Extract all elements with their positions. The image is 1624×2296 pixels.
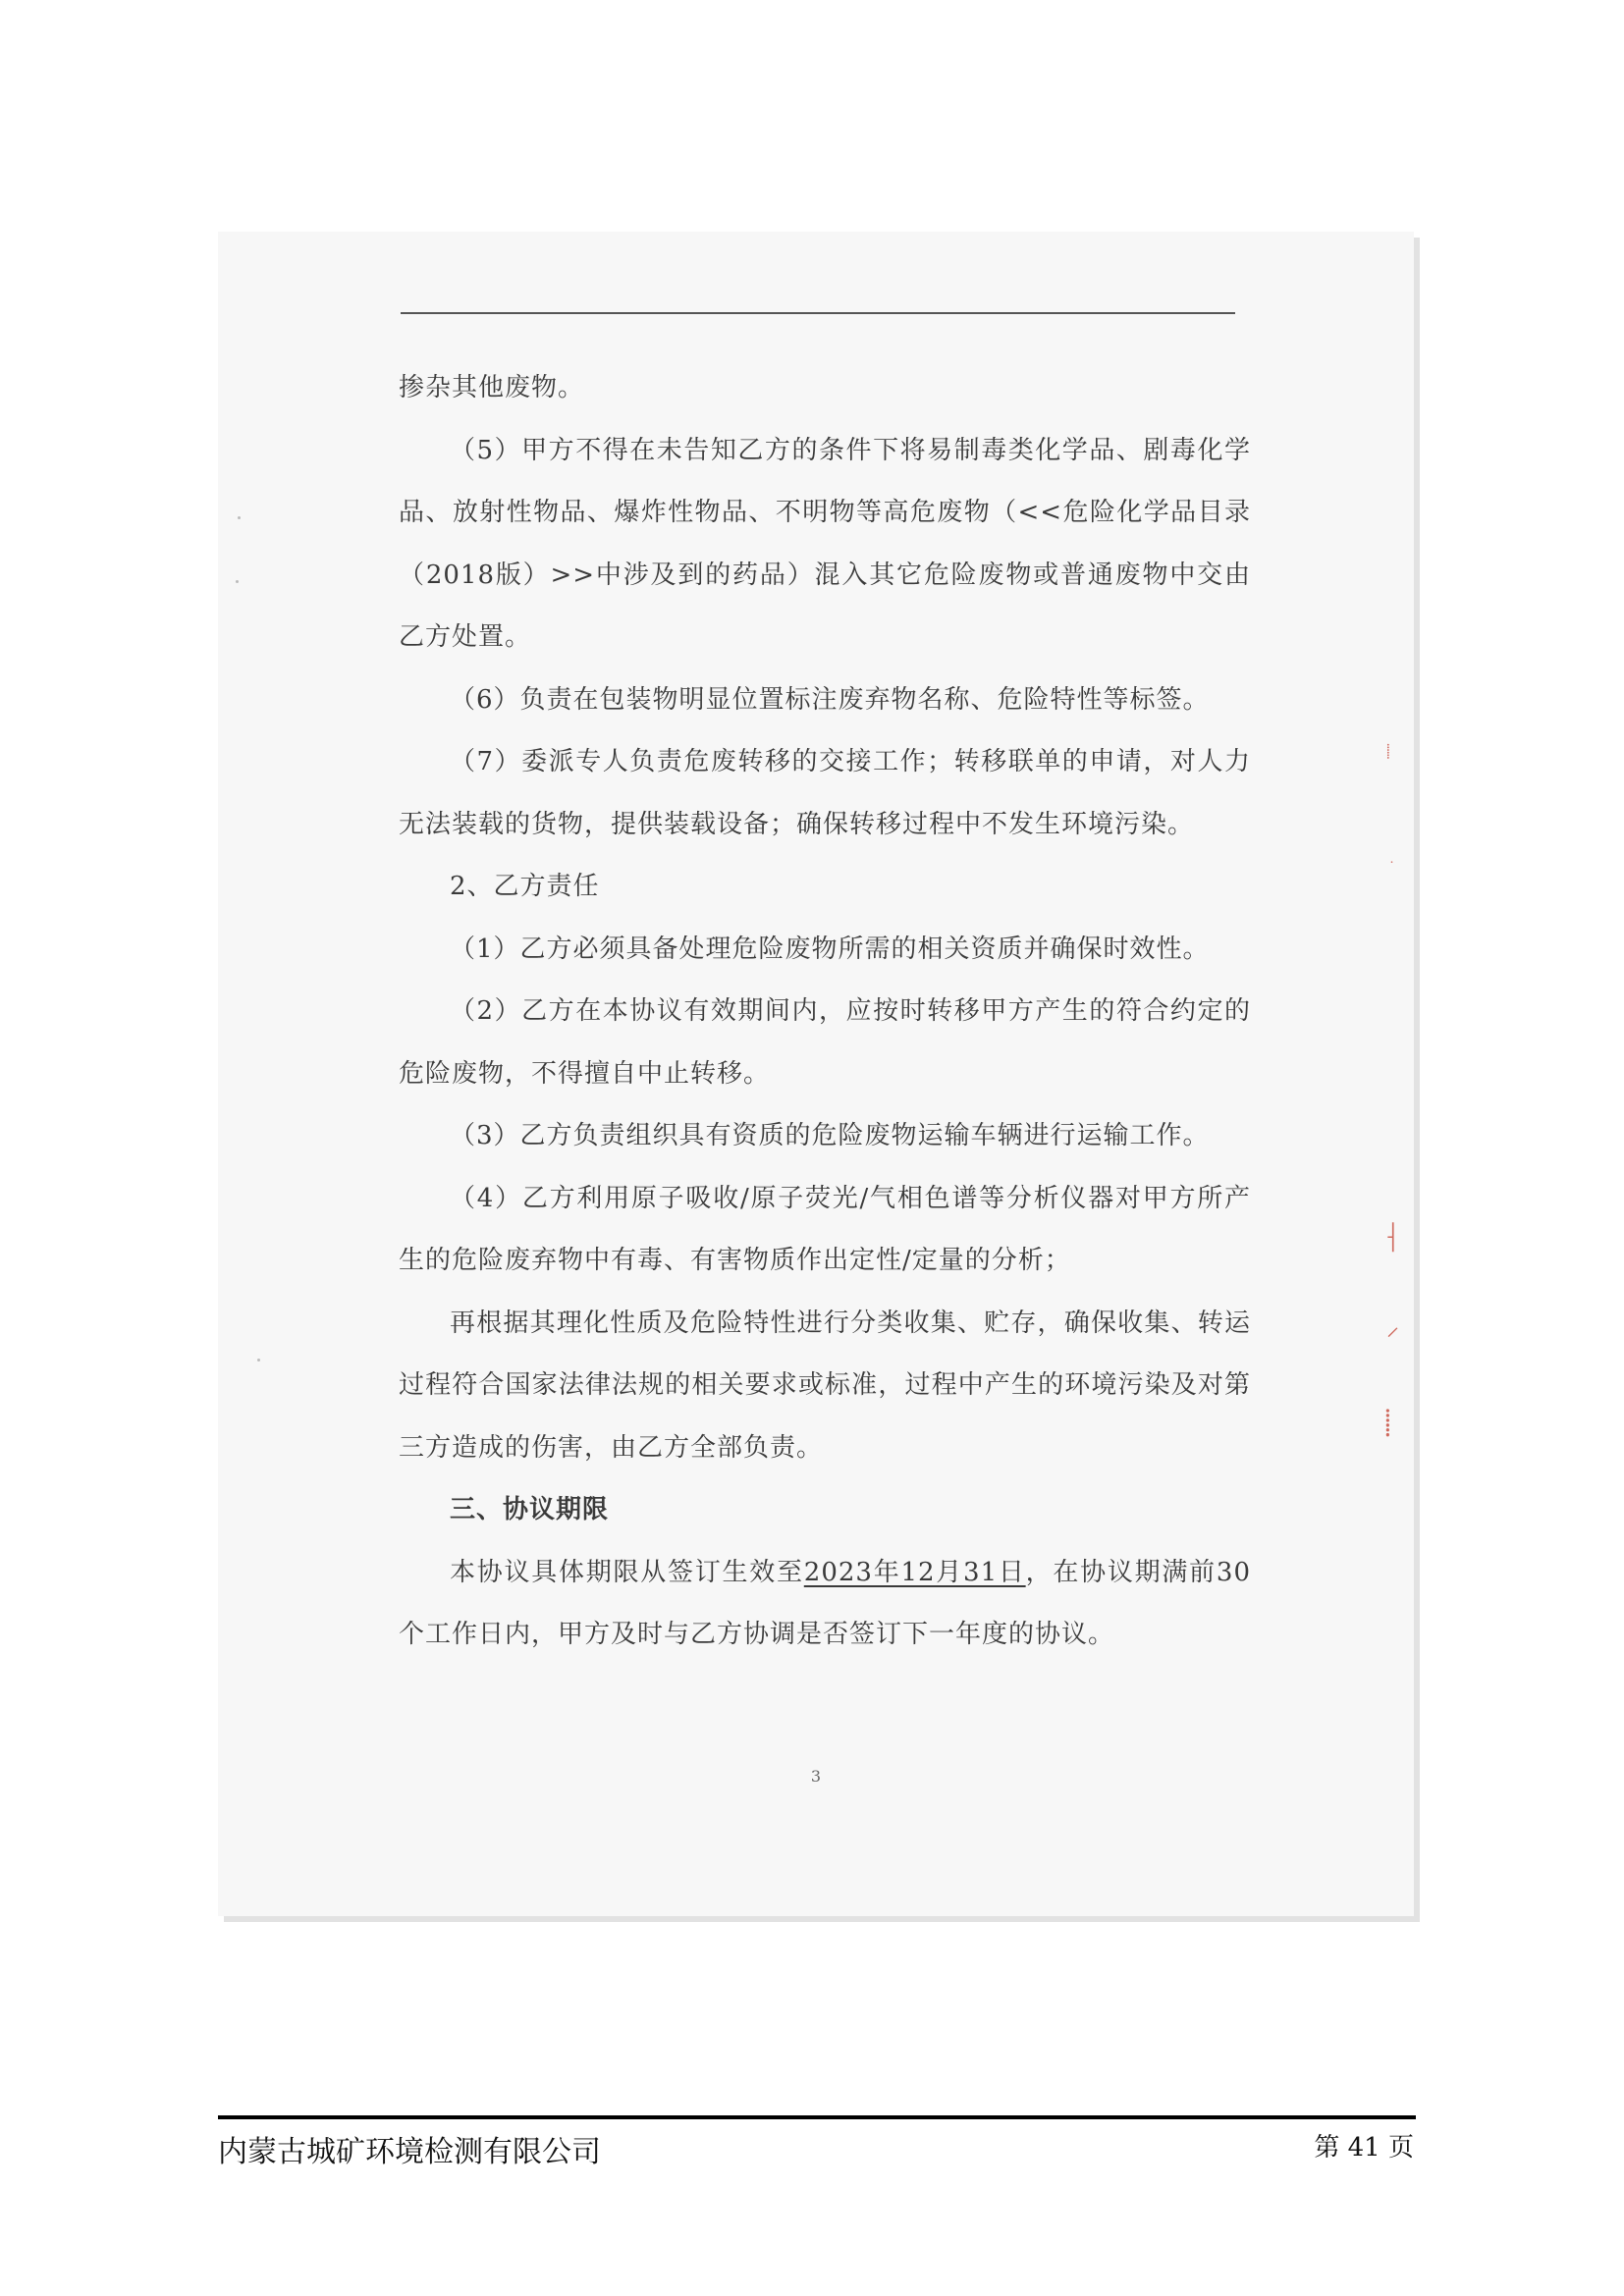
paragraph: （3）乙方负责组织具有资质的危险废物运输车辆进行运输工作。	[450, 1121, 1210, 1150]
paragraph: （7）委派专人负责危废转移的交接工作；转移联单的申请，对人力无法装载的货物，提供装载设备；确保转移过程中不发生环境污染。	[399, 747, 1251, 839]
stamp-fragment: ⸽	[1384, 1409, 1391, 1438]
section-heading: 2、乙方责任	[450, 872, 600, 901]
document-body	[399, 357, 1251, 1667]
stamp-fragment: ⸡	[1382, 1218, 1399, 1253]
paragraph: （2）乙方在本协议有效期间内，应按时转移甲方产生的符合约定的危险废物，不得擅自中止转移。	[399, 996, 1251, 1089]
stamp-fragment: ⸝	[1386, 1312, 1400, 1342]
term-date: 2023年12月31日	[803, 1557, 1026, 1587]
scan-speck	[257, 1359, 260, 1362]
term-after: ，在协议期满前30个工作日内，甲方及时与乙方协调是否签订下一年度的协议。	[399, 1557, 1251, 1649]
footer-page-label: 第 41 页	[1314, 2133, 1414, 2163]
footer-company: 内蒙古城矿环境检测有限公司	[218, 2135, 601, 2169]
paragraph: （6）负责在包装物明显位置标注废弃物名称、危险特性等标签。	[450, 684, 1210, 715]
paragraph: 掺杂其他废物。	[399, 373, 585, 402]
term-paragraph	[399, 1542, 1251, 1667]
scan-speck	[238, 516, 241, 519]
footer-rule	[218, 2115, 1416, 2119]
paragraph: （4）乙方利用原子吸收/原子荧光/气相色谱等分析仪器对甲方所产生的危险废弃物中有毒、有害物质作出定性/定量的分析；	[399, 1183, 1251, 1275]
stamp-fragment: ⸽	[1386, 744, 1390, 760]
scanned-page	[218, 232, 1414, 1916]
stamp-fragment: ˙	[1388, 860, 1395, 876]
scan-page-number: 3	[810, 1767, 822, 1786]
term-before: 本协议具体期限从签订生效至	[450, 1557, 804, 1587]
paragraph: （5）甲方不得在未告知乙方的条件下将易制毒类化学品、剧毒化学品、放射性物品、爆炸性物品、不明物等高危废物（<<危险化学品目录（2018版）>>中涉及到的药品）混入其它危险废物或普通废物中交由乙方处置。	[399, 435, 1251, 652]
paragraph: 再根据其理化性质及危险特性进行分类收集、贮存，确保收集、转运过程符合国家法律法规的相关要求或标准，过程中产生的环境污染及对第三方造成的伤害，由乙方全部负责。	[399, 1308, 1251, 1463]
section-heading-term: 三、协议期限	[450, 1495, 610, 1524]
scan-speck	[236, 580, 239, 583]
paragraph: （1）乙方必须具备处理危险废物所需的相关资质并确保时效性。	[450, 934, 1210, 964]
header-rule	[401, 312, 1235, 314]
